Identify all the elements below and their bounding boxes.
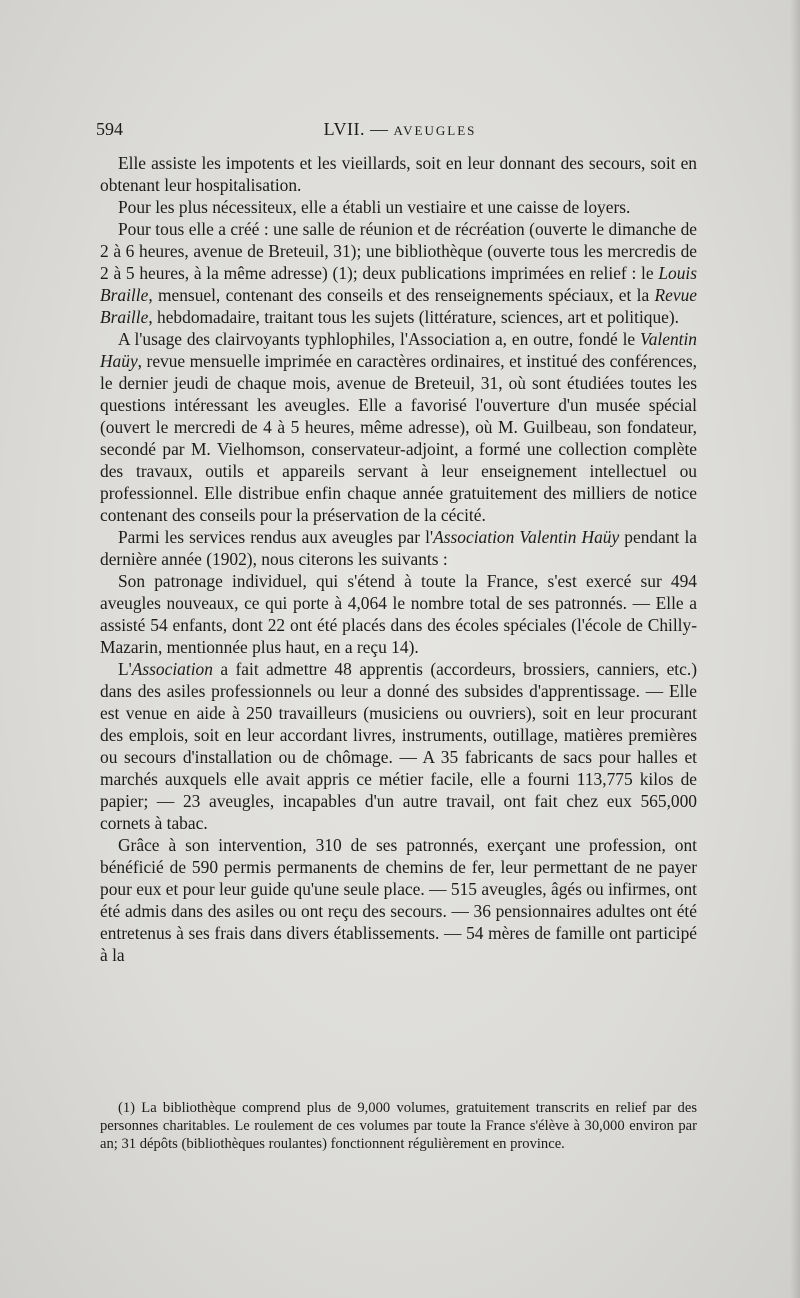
page-edge-shadow	[790, 0, 800, 1298]
paragraph	[100, 328, 697, 526]
text-run: Pour tous elle a créé : une salle de réunion et de récréation (ouverte le dimanche de 2 à 6 heures, avenue de Breteuil, 31); une bibliothèque (ouverte tous les mercredis de 2 à 5 heures, à la même adresse) (1); deux publications imprimées en relief : le	[100, 219, 697, 283]
text-run: Grâce à son intervention, 310 de ses patronnés, exerçant une profession, ont bénéficié de 590 permis permanents de chemins de fer, leur permettant de ne payer pour eux et pour leur guide qu'une seule place. — 515 aveugles, âgés ou infirmes, ont été admis dans des asiles ou ont reçu des secours. — 36 pensionnaires adultes ont été entretenus à ses frais dans divers établissements. — 54 mères de famille ont participé à la	[100, 835, 697, 965]
text-run: L'	[118, 659, 132, 679]
paragraph	[100, 152, 697, 196]
paragraph	[100, 526, 697, 570]
italic-text: Association Valentin Haüy	[433, 527, 620, 547]
chapter-title: AVEUGLES	[393, 123, 477, 138]
text-run: , mensuel, contenant des conseils et des renseignements spéciaux, et la	[148, 285, 655, 305]
text-run: , hebdomadaire, traitant tous les sujets (littérature, sciences, art et politique).	[148, 307, 680, 327]
text-run: a fait admettre 48 apprentis (accordeurs, brossiers, canniers, etc.) dans des asiles professionnels ou leur a donné des subsides d'apprentissage. — Elle est venue en aide à 250 travailleurs (musiciens ou ouvriers), soit en leur procurant des emplois, soit en leur accordant livres, instruments, outillage, matières premières ou secours d'installation ou de chômage. — A 35 fabricants de sacs pour halles et marchés auxquels elle avait appris ce métier facile, elle a fourni 113,775 kilos de papier; — 23 aveugles, incapables d'un autre travail, ont fait chez eux 565,000 cornets à tabac.	[100, 659, 697, 833]
italic-text: Association	[131, 659, 213, 679]
page-number: 594	[96, 119, 123, 139]
text-run: A l'usage des clairvoyants typhlophiles, l'Association a, en outre, fondé le	[118, 329, 640, 349]
body-text	[100, 152, 697, 966]
footnotes	[100, 1100, 697, 1153]
text-run: , revue mensuelle imprimée en caractères ordinaires, et institué des conférences, le dernier jeudi de chaque mois, avenue de Breteuil, 31, où sont étudiées toutes les questions intéressant les aveugles. Elle a favorisé l'ouverture d'un musée spécial (ouvert le mercredi de 4 à 5 heures, même adresse), où M. Guilbeau, son fondateur, secondé par M. Vielhomson, conservateur-adjoint, a formé une collection complète des travaux, outils et appareils servant à leur enseignement intellectuel ou professionnel. Elle distribue enfin chaque année gratuitement des milliers de notice contenant des conseils pour la préservation de la cécité.	[100, 351, 697, 525]
paragraph	[100, 834, 697, 966]
italic-text: Louis Braille	[100, 263, 697, 305]
page-header	[96, 119, 704, 141]
text-run: Pour les plus nécessiteux, elle a établi un vestiaire et une caisse de loyers.	[118, 197, 631, 217]
text-run: Son patronage individuel, qui s'étend à toute la France, s'est exercé sur 494 aveugles nouveaux, ce qui porte à 4,064 le nombre total de ses patronnés. — Elle a assisté 54 enfants, dont 22 ont été placés dans des écoles spéciales (l'école de Chilly-Mazarin, mentionnée plus haut, en a reçu 14).	[100, 571, 697, 657]
paragraph	[100, 658, 697, 834]
text-run: Elle assiste les impotents et les vieillards, soit en leur donnant des secours, soit en obtenant leur hospitalisation.	[100, 153, 697, 195]
paragraph	[100, 570, 697, 658]
footnote: (1) La bibliothèque comprend plus de 9,000 volumes, gratuitement transcrits en relief par des personnes charitables. Le roulement de ces volumes par toute la France s'élève à 30,000 environ par an; 31 dépôts (bibliothèques roulantes) fonctionnent régulièrement en province.	[100, 1100, 697, 1152]
italic-text: Valentin Haüy	[100, 329, 697, 371]
chapter-number: LVII. —	[323, 119, 389, 139]
text-run: Parmi les services rendus aux aveugles par l'	[118, 527, 434, 547]
paragraph	[100, 218, 697, 328]
italic-text: Revue Braille	[100, 285, 697, 327]
paragraph	[100, 196, 697, 218]
text-run: pendant la dernière année (1902), nous citerons les suivants :	[100, 527, 698, 569]
running-head	[96, 119, 704, 140]
